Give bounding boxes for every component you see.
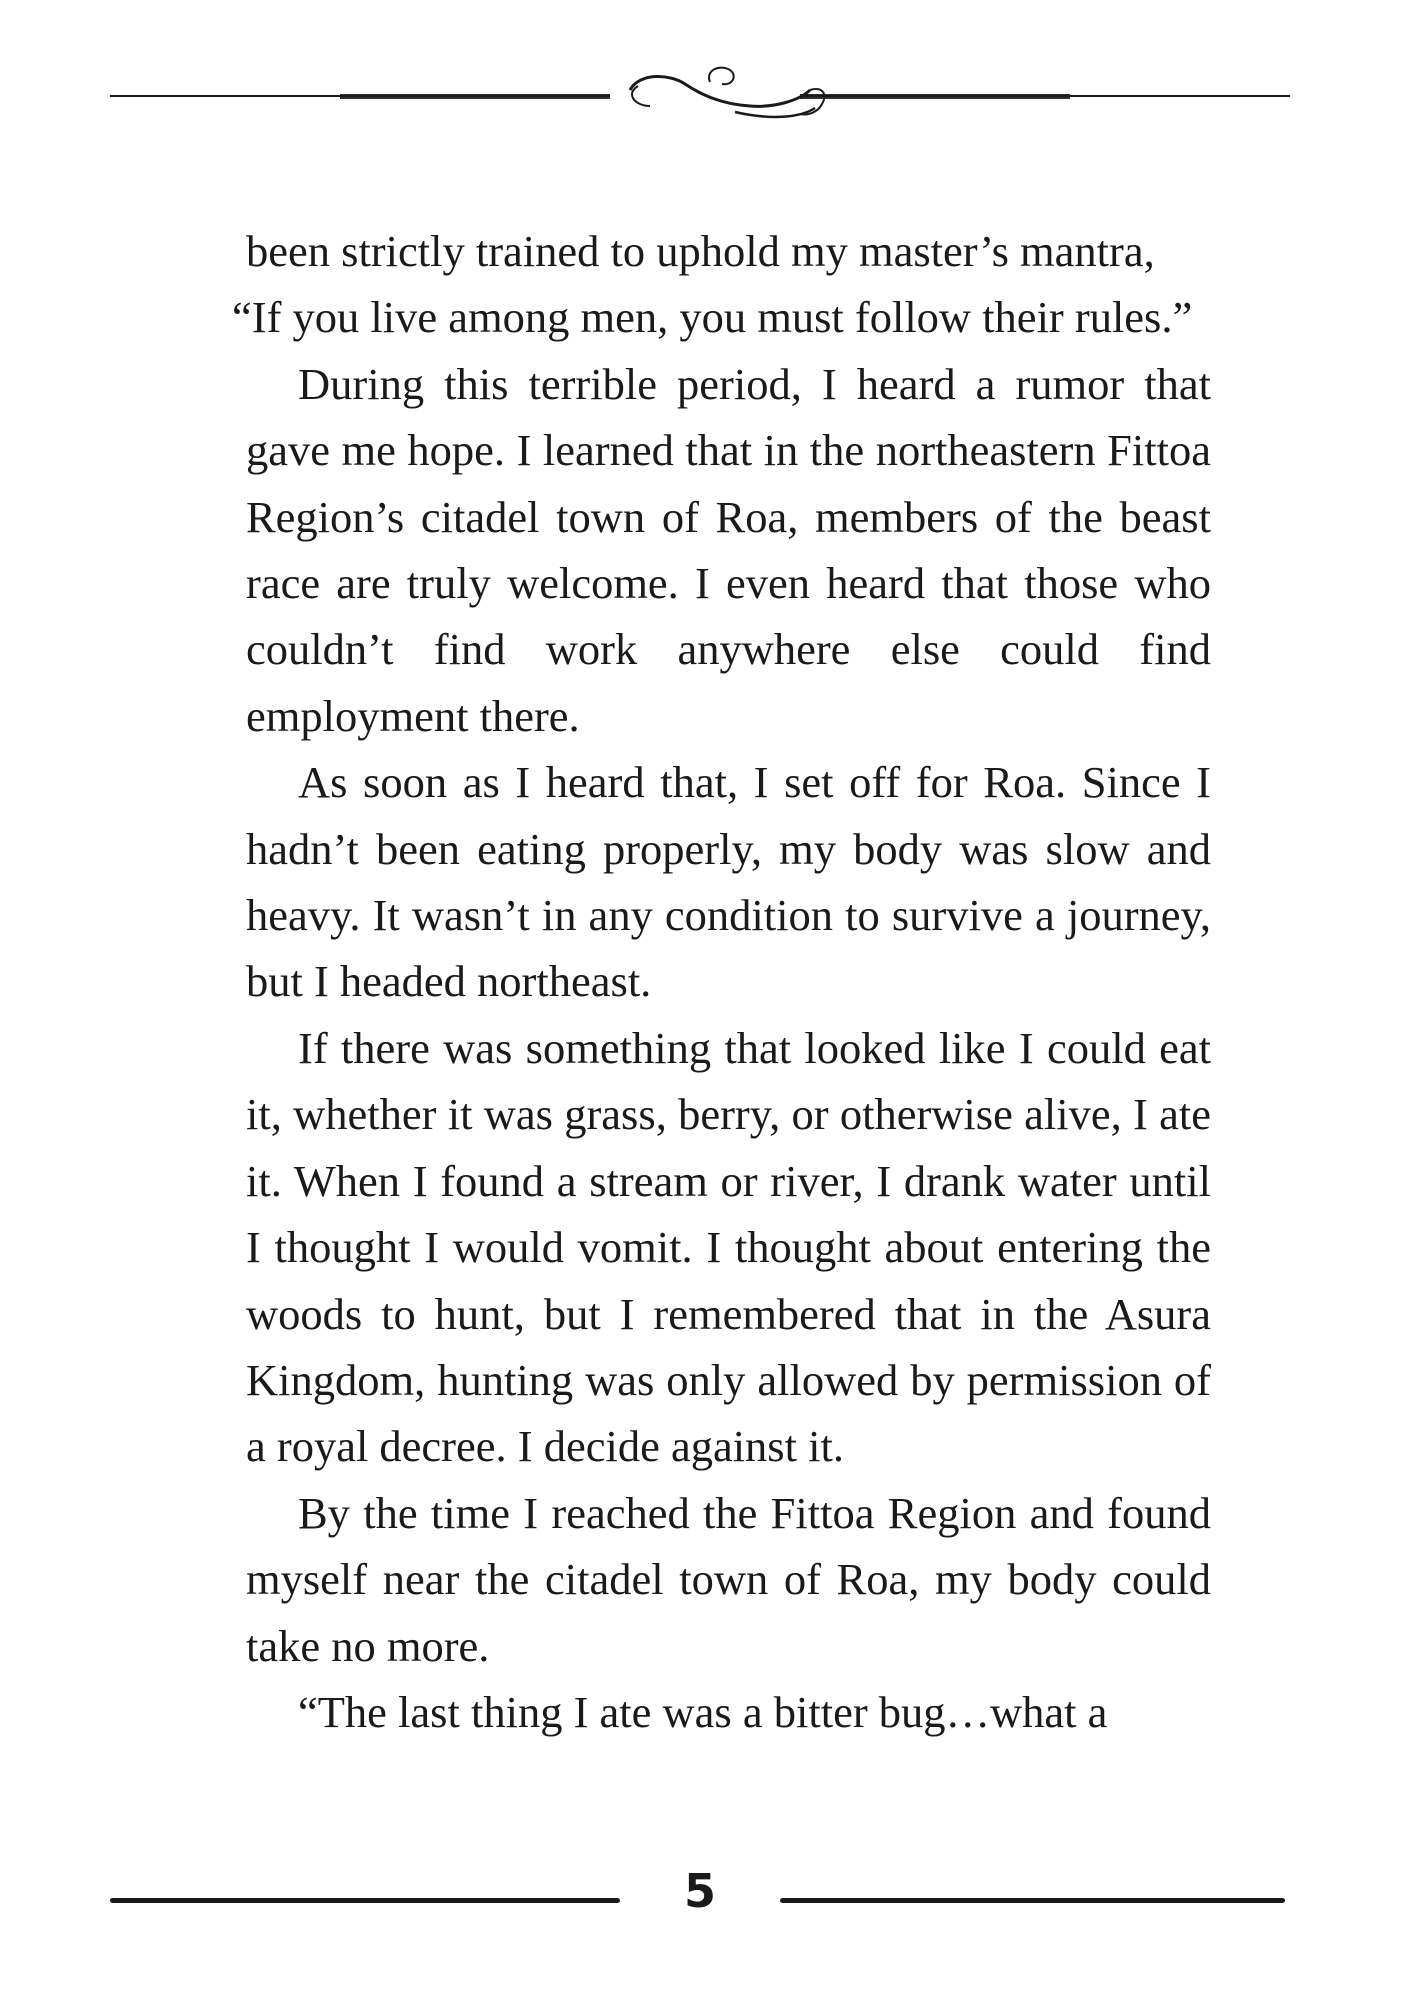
header-flourish-ornament [110, 60, 1290, 140]
page-body-text [232, 218, 1211, 1745]
paragraph: By the time I reached the Fittoa Region and found myself near the citadel town of Roa, my body could take no more. [246, 1487, 1211, 1671]
paragraph-continued [232, 218, 1211, 351]
footer-rule-left-thin [110, 1900, 350, 1901]
paragraph: During this terrible period, I heard a rumor that gave me hope. I learned that in the northeastern Fittoa Region’s citadel town of Roa, members of the beast race are truly welcome. I even heard that those who couldn’t find work anywhere else could find employment there. [246, 358, 1211, 741]
paragraph: As soon as I heard that, I set off for Roa. Since I hadn’t been eating properly, my body was slow and heavy. It wasn’t in any condition to survive a journey, but I headed northeast. [246, 757, 1211, 1007]
paragraph: If there was something that looked like I could eat it, whether it was grass, berry, or otherwise alive, I ate it. When I found a stream or river, I drank water until I thought I would vomit. I thought about entering the woods to hunt, but I remembered that in the Asura Kingdom, hunting was only allowed by permission of a royal decree. I decide against it. [246, 1022, 1211, 1472]
page-number: 5 [683, 1864, 716, 1918]
footer-rule-right-thin [1050, 1900, 1285, 1901]
paragraph-line: “If you live among men, you must follow their rules.” [232, 292, 1193, 343]
paragraph: “The last thing I ate was a bitter bug…what a [298, 1686, 1108, 1737]
paragraph-line: been strictly trained to uphold my master’s mantra, [246, 226, 1155, 276]
